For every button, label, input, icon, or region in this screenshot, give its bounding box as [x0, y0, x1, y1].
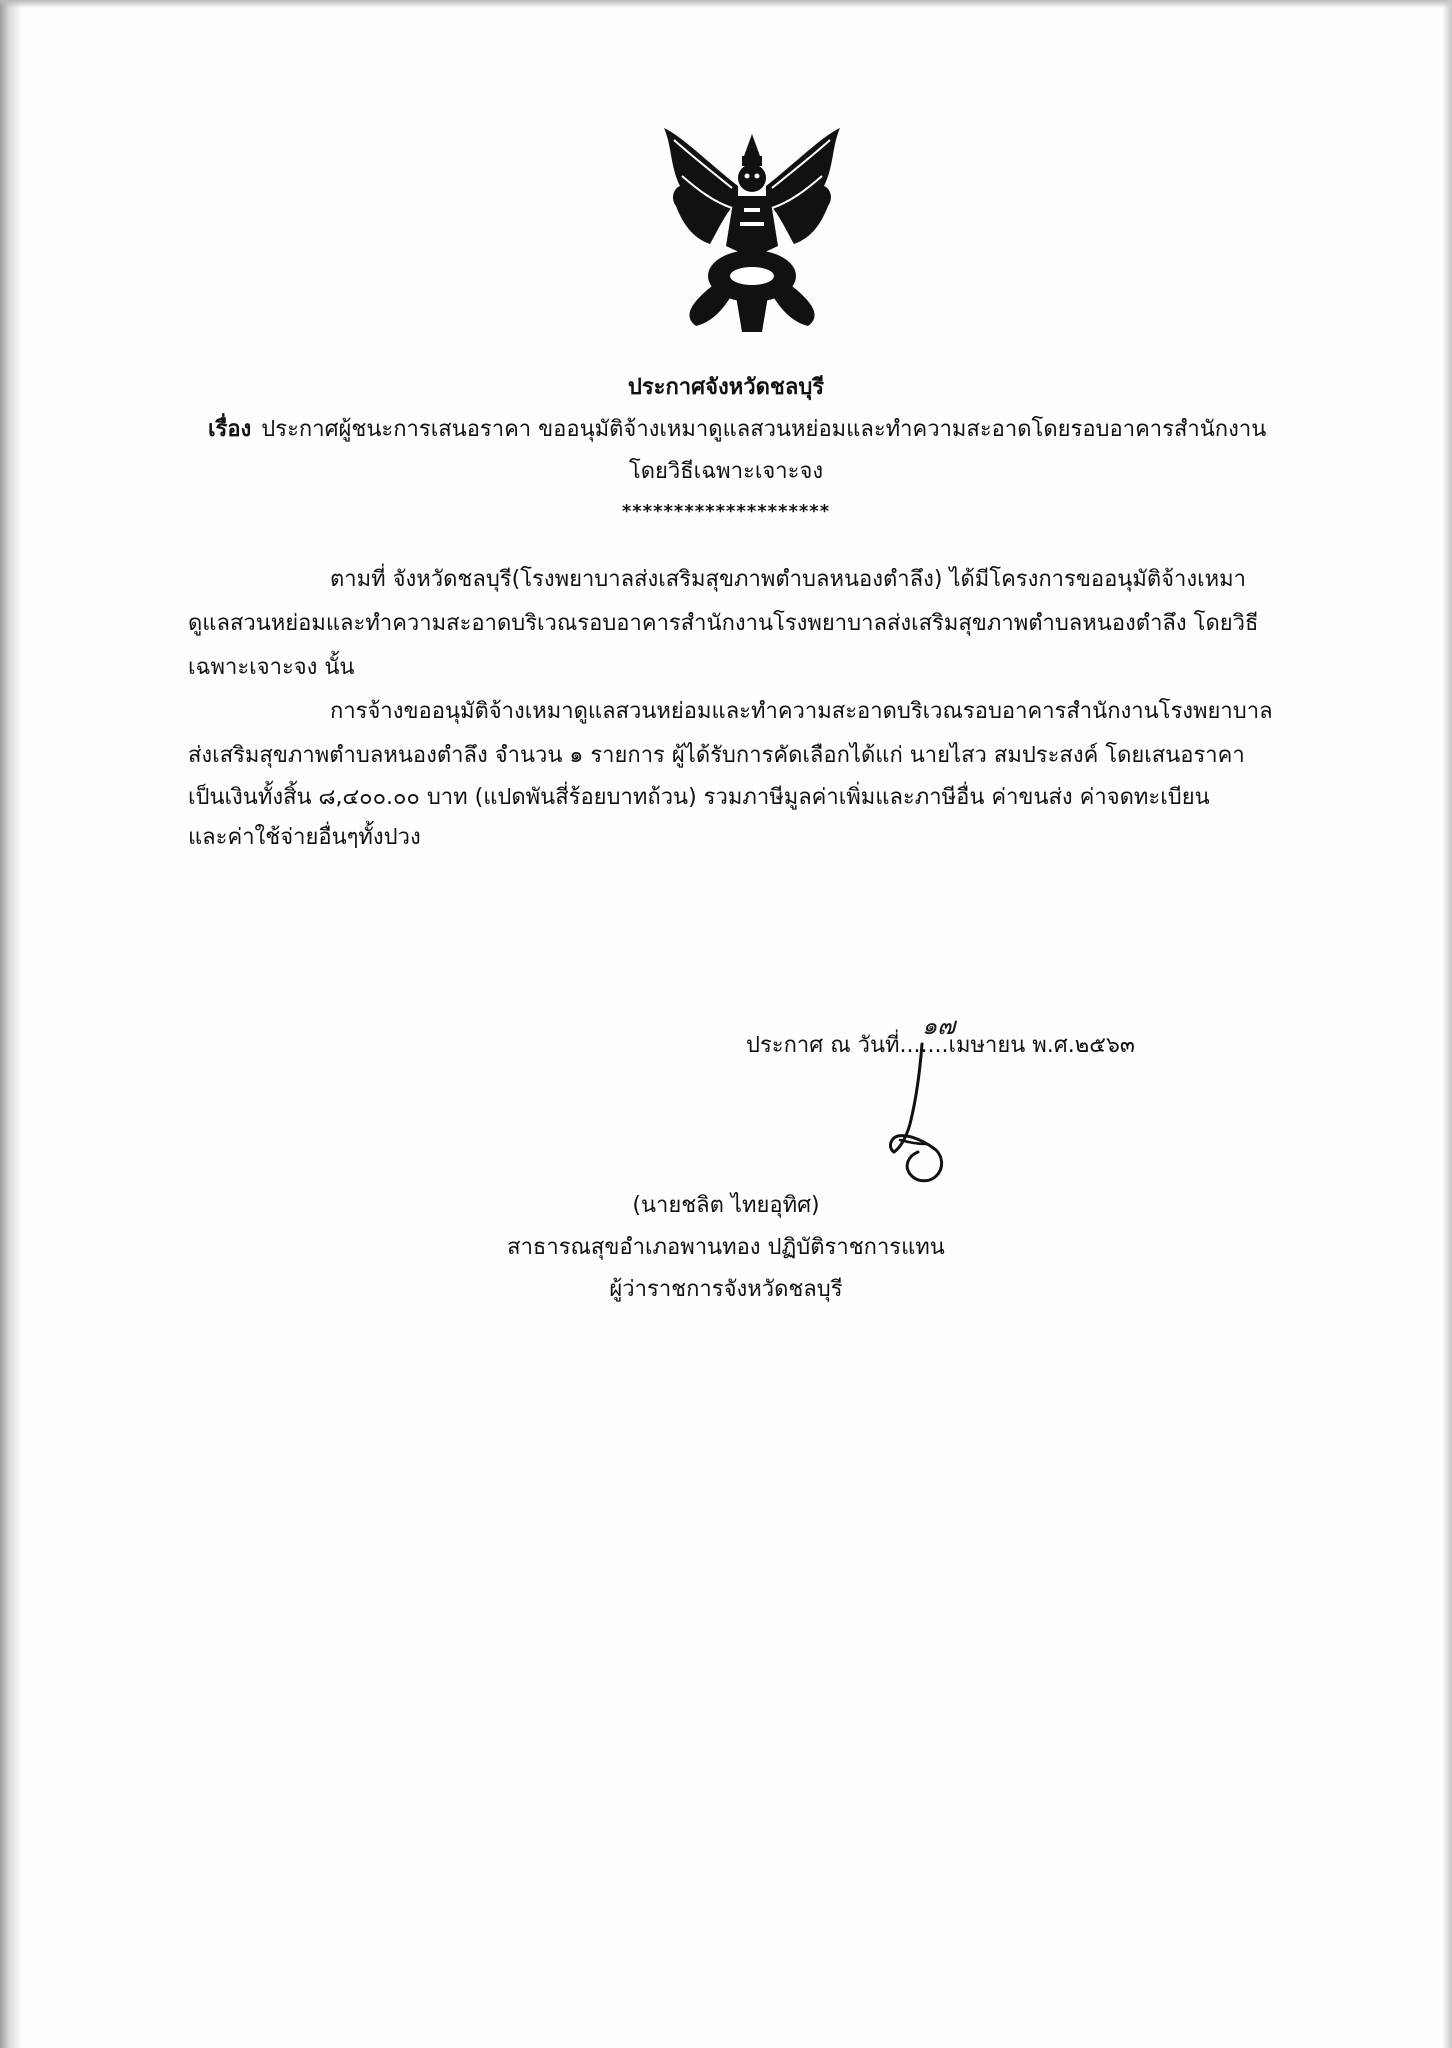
- paragraph-1-line-1: ตามที่ จังหวัดชลบุรี(โรงพยาบาลส่งเสริมสุขภาพตำบลหนองตำลึง) ได้มีโครงการขออนุมัติจ้างเหมา: [330, 567, 1246, 592]
- paragraph-2-line-4: และค่าใช้จ่ายอื่นๆทั้งปวง: [188, 825, 421, 850]
- signer-name: (นายชลิต ไทยอุทิศ): [632, 1193, 820, 1218]
- handwritten-day: ๑๗: [922, 1012, 956, 1040]
- paragraph-2-line-3: เป็นเงินทั้งสิ้น ๘,๔๐๐.๐๐ บาท (แปดพันสี่ร้อยบาทถ้วน) รวมภาษีมูลค่าเพิ่มและภาษีอื่น ค่าขนส่ง ค่าจดทะเบียน: [188, 785, 1210, 810]
- scan-shadow-left: [0, 0, 22, 2048]
- scan-shadow-top: [0, 0, 1452, 8]
- procurement-method: โดยวิธีเฉพาะเจาะจง: [628, 459, 824, 484]
- paragraph-1-line-3: เฉพาะเจาะจง นั้น: [188, 655, 355, 680]
- subject-line: [208, 414, 1308, 446]
- paragraph-1-line-2: ดูแลสวนหย่อมและทำความสะอาดบริเวณรอบอาคารสำนักงานโรงพยาบาลส่งเสริมสุขภาพตำบลหนองตำลึง โดยวิธี: [188, 611, 1259, 636]
- document-title: ประกาศจังหวัดชลบุรี: [627, 375, 825, 400]
- signer-authority: ผู้ว่าราชการจังหวัดชลบุรี: [609, 1277, 843, 1302]
- signature-icon: [870, 1040, 980, 1190]
- signer-position: สาธารณสุขอำเภอพานทอง ปฏิบัติราชการแทน: [507, 1235, 945, 1260]
- garuda-emblem-icon: [652, 126, 852, 336]
- scan-shadow-right: [1442, 0, 1452, 2048]
- paragraph-2-line-2: ส่งเสริมสุขภาพตำบลหนองตำลึง จำนวน ๑ รายการ ผู้ได้รับการคัดเลือกได้แก่ นายไสว สมประสงค์ โดยเสนอราคา: [188, 743, 1245, 768]
- announcement-date: ประกาศ ณ วันที่.......เมษายน พ.ศ.๒๕๖๓: [746, 1033, 1135, 1058]
- paragraph-2-line-1: การจ้างขออนุมัติจ้างเหมาดูแลสวนหย่อมและทำความสะอาดบริเวณรอบอาคารสำนักงานโรงพยาบาล: [330, 699, 1273, 724]
- subject-text: ประกาศผู้ชนะการเสนอราคา ขออนุมัติจ้างเหมาดูแลสวนหย่อมและทำความสะอาดโดยรอบอาคารสำนักงาน: [261, 417, 1267, 442]
- subject-label: เรื่อง: [208, 417, 252, 442]
- separator-stars: ********************: [621, 501, 831, 522]
